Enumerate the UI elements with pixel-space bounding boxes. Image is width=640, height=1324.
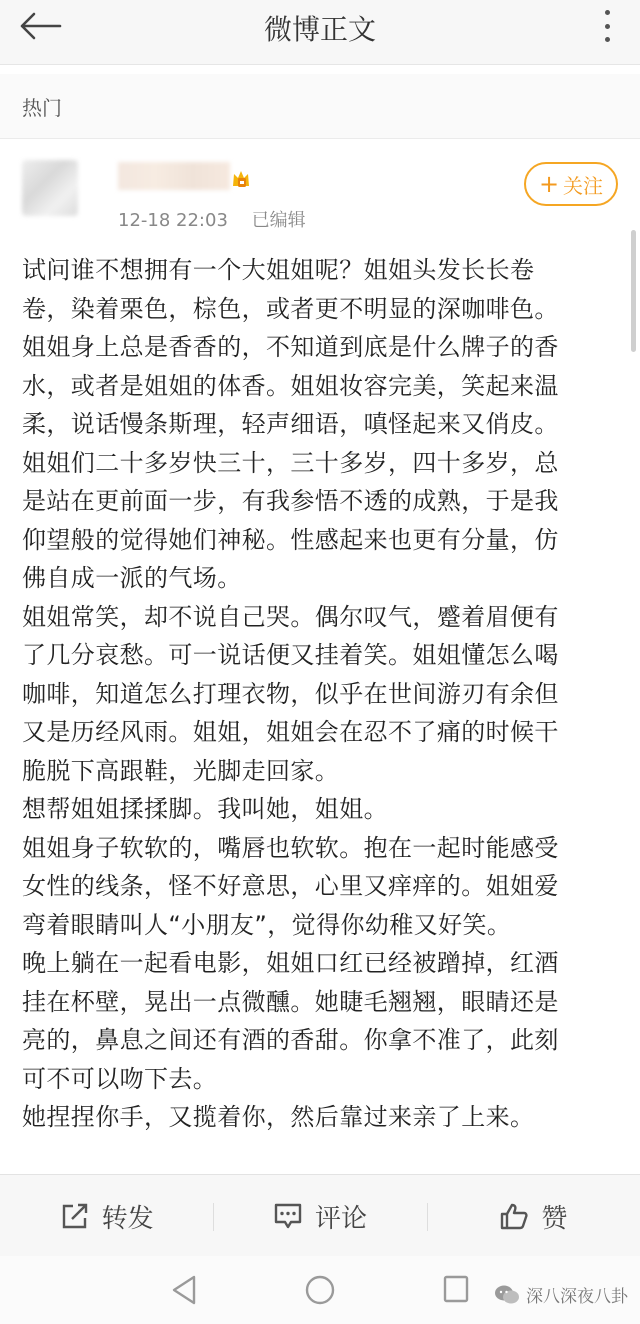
post-line: 水，或者是姐姐的体香。姐姐妆容完美，笑起来温 xyxy=(22,371,559,400)
follow-label: 关注 xyxy=(563,173,604,198)
watermark xyxy=(494,1282,628,1307)
plus-icon: + xyxy=(538,170,560,198)
vip-badge-icon xyxy=(230,166,252,190)
post-line: 又是历经风雨。姐姐，姐姐会在忍不了痛的时候干 xyxy=(22,718,559,746)
section-label: 热门 xyxy=(22,96,62,120)
post-line: 柔，说话慢条斯理，轻声细语，嗔怪起来又俏皮。 xyxy=(22,410,559,438)
more-dot-icon xyxy=(605,37,610,42)
post-line: 挂在杯壁，晃出一点微醺。她睫毛翘翘，眼睛还是 xyxy=(22,987,559,1016)
comment-icon xyxy=(273,1201,303,1231)
post-timestamp: 12-18 22:03 xyxy=(118,210,228,231)
edited-label: 已编辑 xyxy=(251,210,306,231)
like-button[interactable] xyxy=(427,1175,640,1257)
nav-back-icon[interactable] xyxy=(170,1274,198,1306)
post-meta xyxy=(118,206,306,232)
post-line: 仰望般的觉得她们神秘。性感起来也更有分量，仿 xyxy=(22,525,559,554)
post-line: 亮的，鼻息之间还有酒的香甜。你拿不准了，此刻 xyxy=(22,1026,559,1054)
post-line: 佛自成一派的气场。 xyxy=(22,564,242,592)
post-line: 想帮姐姐揉揉脚。我叫她，姐姐。 xyxy=(22,795,388,823)
comment-button[interactable] xyxy=(213,1175,426,1257)
post-line: 姐姐常笑，却不说自己哭。偶尔叹气，蹙着眉便有 xyxy=(22,602,559,631)
section-bar xyxy=(0,74,640,139)
repost-icon xyxy=(60,1201,90,1231)
more-dot-icon xyxy=(605,24,610,29)
post-line: 晚上躺在一起看电影，姐姐口红已经被蹭掉，红酒 xyxy=(22,949,559,977)
page-title: 微博正文 xyxy=(263,13,376,46)
wechat-icon xyxy=(494,1284,520,1306)
repost-label: 转发 xyxy=(101,1203,154,1234)
post-line: 是站在更前面一步，有我参悟不透的成熟，于是我 xyxy=(22,487,559,515)
more-options-button[interactable] xyxy=(592,10,622,42)
top-navigation-bar xyxy=(0,0,640,65)
watermark-text: 深八深夜八卦 xyxy=(526,1287,628,1307)
post-line: 可不可以吻下去。 xyxy=(22,1064,218,1093)
avatar[interactable] xyxy=(22,160,78,216)
follow-button[interactable] xyxy=(524,162,618,206)
nav-recents-icon[interactable] xyxy=(442,1274,470,1304)
post-line: 弯着眼睛叫人“小朋友”，觉得你幼稚又好笑。 xyxy=(22,910,512,939)
post-line: 姐姐们二十多岁快三十，三十多岁，四十多岁，总 xyxy=(22,448,559,477)
post-line: 咖啡，知道怎么打理衣物，似乎在世间游刃有余但 xyxy=(22,679,559,708)
post-line: 试问谁不想拥有一个大姐姐呢？姐姐头发长长卷 xyxy=(22,256,535,284)
post-action-bar xyxy=(0,1174,640,1257)
post-line: 脆脱下高跟鞋，光脚走回家。 xyxy=(22,756,340,785)
nav-home-icon[interactable] xyxy=(304,1274,336,1306)
comment-label: 评论 xyxy=(314,1203,367,1234)
post-line: 女性的线条，怪不好意思，心里又痒痒的。姐姐爱 xyxy=(22,872,559,900)
post-line: 卷，染着栗色，棕色，或者更不明显的深咖啡色。 xyxy=(22,294,559,323)
more-dot-icon xyxy=(605,10,610,15)
scrollbar[interactable] xyxy=(631,230,636,352)
post-line: 她捏捏你手，又揽着你，然后靠过来亲了上来。 xyxy=(22,1103,535,1131)
post-line: 姐姐身子软软的，嘴唇也软软。抱在一起时能感受 xyxy=(22,833,559,862)
repost-button[interactable] xyxy=(0,1175,213,1257)
thumbs-up-icon xyxy=(499,1201,529,1231)
blurred-username[interactable] xyxy=(118,162,230,190)
post-body xyxy=(22,251,622,1137)
like-label: 赞 xyxy=(541,1203,568,1234)
post-line: 了几分哀愁。可一说话便又挂着笑。姐姐懂怎么喝 xyxy=(22,641,559,669)
post-line: 姐姐身上总是香香的，不知道到底是什么牌子的香 xyxy=(22,333,559,361)
